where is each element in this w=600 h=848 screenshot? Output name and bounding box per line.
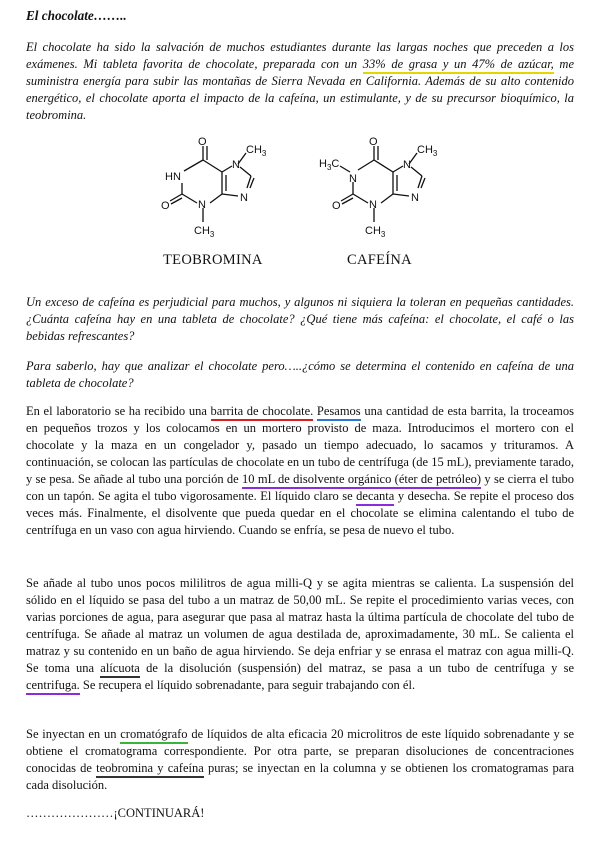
intro-text-1: El chocolate ha sido la salvación de muchos estudiantes durante las largas noches que preceden a los exámenes. Mi tableta favorita de chocolate, preparada con un bbox=[26, 40, 574, 71]
intro-text-2: me suministra energía para subir las montañas de Sierra Nevada en California. Además de su alto contenido energético, el chocolate aporta el impacto de la cafeína, un estimulante, y de su precursor bioquímico, la teobromina. bbox=[26, 57, 575, 122]
caf-h3c: $H_3C$ bbox=[319, 158, 340, 172]
highlight-fat-sugar: 33% de grasa y un 47% de azúcar, bbox=[363, 57, 554, 74]
caf-ch3-bottom: $CH_3$ bbox=[365, 225, 386, 239]
caffeine-structure bbox=[318, 136, 448, 244]
lab-procedure-paragraph: En el laboratorio se ha recibido una barrita de chocolate. Pesamos una cantidad de esta barrita, la troceamos en pequeños trozos y los colocamos en un mortero provisto de maza. Introducimos el mortero con el chocolate y la maza en un congelador y, pasado un tiempo adecuado, lo sacamos y trituramos. A continuación, se colocan las partículas de chocolate en un tubo de centrífuga (de 15 mL), previamente tarado, y se pesa. Se añade al tubo una porción de 10 mL de disolvente orgánico (éter de petróleo) y se cierra el tubo con un tapón. Se agita el tubo vigorosamente. El líquido claro se decanta y desecha. Se repite el proceso dos veces más. Finalmente, el disolvente que pueda quedar en el chocolate se elimina calentando el tubo de centrífuga en un vaso con agua hirviendo. Cuando se enfría, se pesa de nuevo el tubo. bbox=[26, 404, 574, 537]
caf-oxygen-top: O bbox=[369, 136, 378, 148]
caf-n-right: N bbox=[411, 192, 419, 204]
highlight-alicuota: alícuota bbox=[100, 661, 140, 678]
document-title: El chocolate…….. bbox=[26, 8, 127, 23]
highlight-teobromina-cafeina: teobromina y cafeína bbox=[96, 761, 204, 778]
intro-paragraph bbox=[26, 39, 574, 124]
theo-ch3-bottom: $CH_3$ bbox=[194, 225, 215, 239]
caf-n-bottom: N bbox=[369, 199, 377, 211]
caf-n-left: N bbox=[349, 173, 357, 185]
highlight-decanta: decanta bbox=[356, 489, 394, 506]
theobromine-label: TEOBROMINA bbox=[163, 252, 263, 268]
theo-ch3-top: $CH_3$ bbox=[246, 144, 267, 158]
highlight-solvent: 10 mL de disolvente orgánico (éter de petróleo) bbox=[242, 472, 481, 489]
theo-oxygen-left: O bbox=[161, 200, 170, 212]
theo-oxygen-top: O bbox=[198, 136, 207, 148]
theo-n-top: N bbox=[232, 159, 240, 171]
highlight-pesamos: Pesamos bbox=[317, 404, 361, 421]
continuara-footer: …………………¡CONTINUARÁ! bbox=[26, 806, 205, 820]
question-paragraph: Para saberlo, hay que analizar el chocolate pero…..¿cómo se determina el contenido en cafeína de una tableta de chocolate? bbox=[26, 359, 574, 390]
caf-n-top: N bbox=[403, 159, 411, 171]
caf-ch3-top: $CH_3$ bbox=[417, 144, 438, 158]
theobromine-structure bbox=[160, 136, 280, 244]
highlight-centrifuga: centrifuga. bbox=[26, 678, 80, 695]
caffeine-excess-paragraph: Un exceso de cafeína es perjudicial para muchos, y algunos ni siquiera la toleran en pequeñas cantidades. ¿Cuánta cafeína hay en una tableta de chocolate? ¿Qué tiene más cafeína: el chocolate, el café o las bebidas refrescantes? bbox=[26, 295, 574, 343]
water-extraction-paragraph: Se añade al tubo unos pocos mililitros de agua milli-Q y se agita mientras se calienta. La suspensión del sólido en el líquido se pasa del tubo a un matraz de 50,00 mL. Se repite el procedimiento varias veces, con varias porciones de agua, para asegurar que pasa al matraz hasta la última partícula de chocolate del tubo de centrífuga. Se añade al matraz un volumen de agua destilada de, aproximadamente, 30 mL. Se calienta el matraz y su contenido en un baño de agua hirviendo. Se deja enfriar y se enrasa el matraz con agua milli-Q. Se toma una alícuota de la disolución (suspensión) del matraz, se pasa a un tubo de centrífuga y se centrifuga. Se recupera el líquido sobrenadante, para seguir trabajando con él. bbox=[26, 575, 574, 694]
theo-hn: HN bbox=[165, 171, 181, 183]
theo-n-right: N bbox=[240, 192, 248, 204]
chromatography-paragraph: Se inyectan en un cromatógrafo de líquidos de alta eficacia 20 microlitros de este líquido sobrenadante y se obtiene el cromatograma correspondiente. Por otra parte, se preparan disoluciones de concentraciones conocidas de teobromina y cafeína puras; se inyectan en la columna y se obtienen los cromatogramas para cada disolución. bbox=[26, 727, 574, 792]
caffeine-label: CAFEÍNA bbox=[347, 252, 412, 268]
theo-n-bottom: N bbox=[198, 199, 206, 211]
caf-oxygen-left: O bbox=[332, 200, 341, 212]
highlight-chocolate-bar: barrita de chocolate. bbox=[211, 404, 314, 421]
highlight-cromatografo: cromatógrafo bbox=[120, 727, 187, 744]
